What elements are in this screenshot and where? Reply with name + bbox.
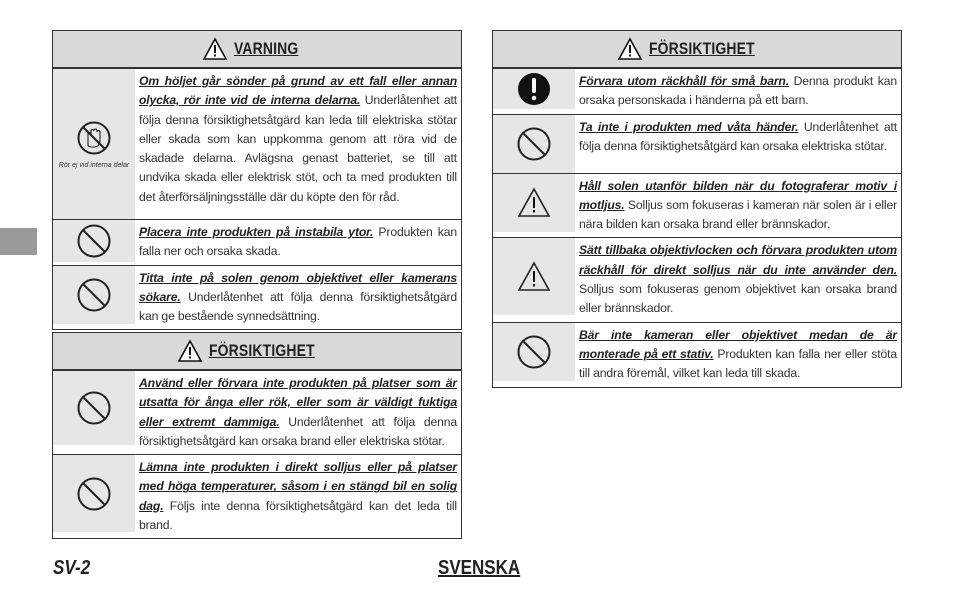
prohibited-icon [76,476,112,512]
warning-triangle-icon [177,339,203,363]
caution-text: Håll solen utanför bilden när du fotograferar motiv i motljus. Solljus som fokuseras i kameran när solen är i eller nära bilden kan orsaka brand eller brännskador. [579,178,897,232]
warning-title: VARNING [233,39,299,58]
icon-caption: Rör ej vid interna delar [58,161,130,169]
warning-triangle-icon [617,37,643,61]
caution-table-left [52,332,462,539]
warning-row [53,219,461,265]
caution-text: Förvara utom räckhåll för små barn. Denna produkt kan orsaka personskada i händerna på ett barn. [579,74,897,108]
prohibited-icon [516,334,552,370]
section-tab [0,228,37,255]
no-touch-hand-icon [76,120,112,156]
page-number: SV-2 [53,557,91,579]
warning-triangle-icon [516,259,552,295]
prohibited-icon [76,277,112,313]
caution-title: FÖRSIKTIGHET [648,39,755,58]
caution-table-right [492,30,902,388]
caution-text: Lämna inte produkten i direkt solljus eller på platser med höga temperaturer, såsom i en stängd bil en solig dag. Följs inte denna försiktighetsåtgärd kan det leda till brand. [139,460,457,533]
warning-row [53,265,461,330]
warning-header [53,31,461,68]
warning-text: Om höljet går sönder på grund av ett fall eller annan olycka, rör inte vid de interna delarna. Underlåtenhet att följa denna försiktighetsåtgärd kan leda till elektriska stötar eller skada som kan uppkomma genom att röra vid de skadade delarna. Avlägsna genast batteriet, se till att undvika skada eller elektrisk stöt, och ta med produkten till det återförsäljningsställe där du köpte den för råd. [139,74,457,204]
caution-text: Sätt tillbaka objektivlocken och förvara produkten utom räckhåll för direkt solljus när du inte använder den. Solljus som fokuseras genom objektivet kan orsaka brand eller brännskador. [579,243,897,316]
prohibited-icon [76,390,112,426]
caution-row [493,114,901,173]
caution-text: Använd eller förvara inte produkten på platser som är utsatta för ånga eller rök, eller som är väldigt fuktiga eller extremt dammiga. Underlåtenhet att följa denna försiktighetsåtgärd kan orsaka brand eller elektriska stötar. [139,376,457,448]
caution-text: Ta inte i produkten med våta händer. Underlåtenhet att följa denna försiktighetsåtgärd kan orsaka elektriska stötar. [579,119,897,153]
caution-row [53,454,461,538]
warning-triangle-icon [202,37,228,61]
prohibited-icon [516,126,552,162]
prohibited-icon [76,223,112,259]
caution-row [493,322,901,387]
warning-text: Titta inte på solen genom objektivet eller kamerans sökare. Underlåtenhet att följa denna försiktighetsåtgärd kan ge bestående synnedsättning. [139,270,457,324]
caution-row [53,370,461,454]
warning-triangle-icon [516,185,552,221]
caution-header [493,31,901,68]
caution-header [53,333,461,370]
warning-row [53,68,461,219]
caution-row [493,237,901,321]
caution-title: FÖRSIKTIGHET [208,341,315,360]
caution-row [493,173,901,238]
caution-row [493,68,901,114]
mandatory-exclamation-icon [516,71,552,107]
page-language: SVENSKA [438,557,521,579]
warning-table [52,30,462,330]
warning-text: Placera inte produkten på instabila ytor. Produkten kan falla ner och orsaka skada. [139,225,457,259]
caution-text: Bär inte kameran eller objektivet medan de är monterade på ett stativ. Produkten kan falla ner eller stöta till andra föremål, vilket kan leda till skada. [579,327,897,381]
